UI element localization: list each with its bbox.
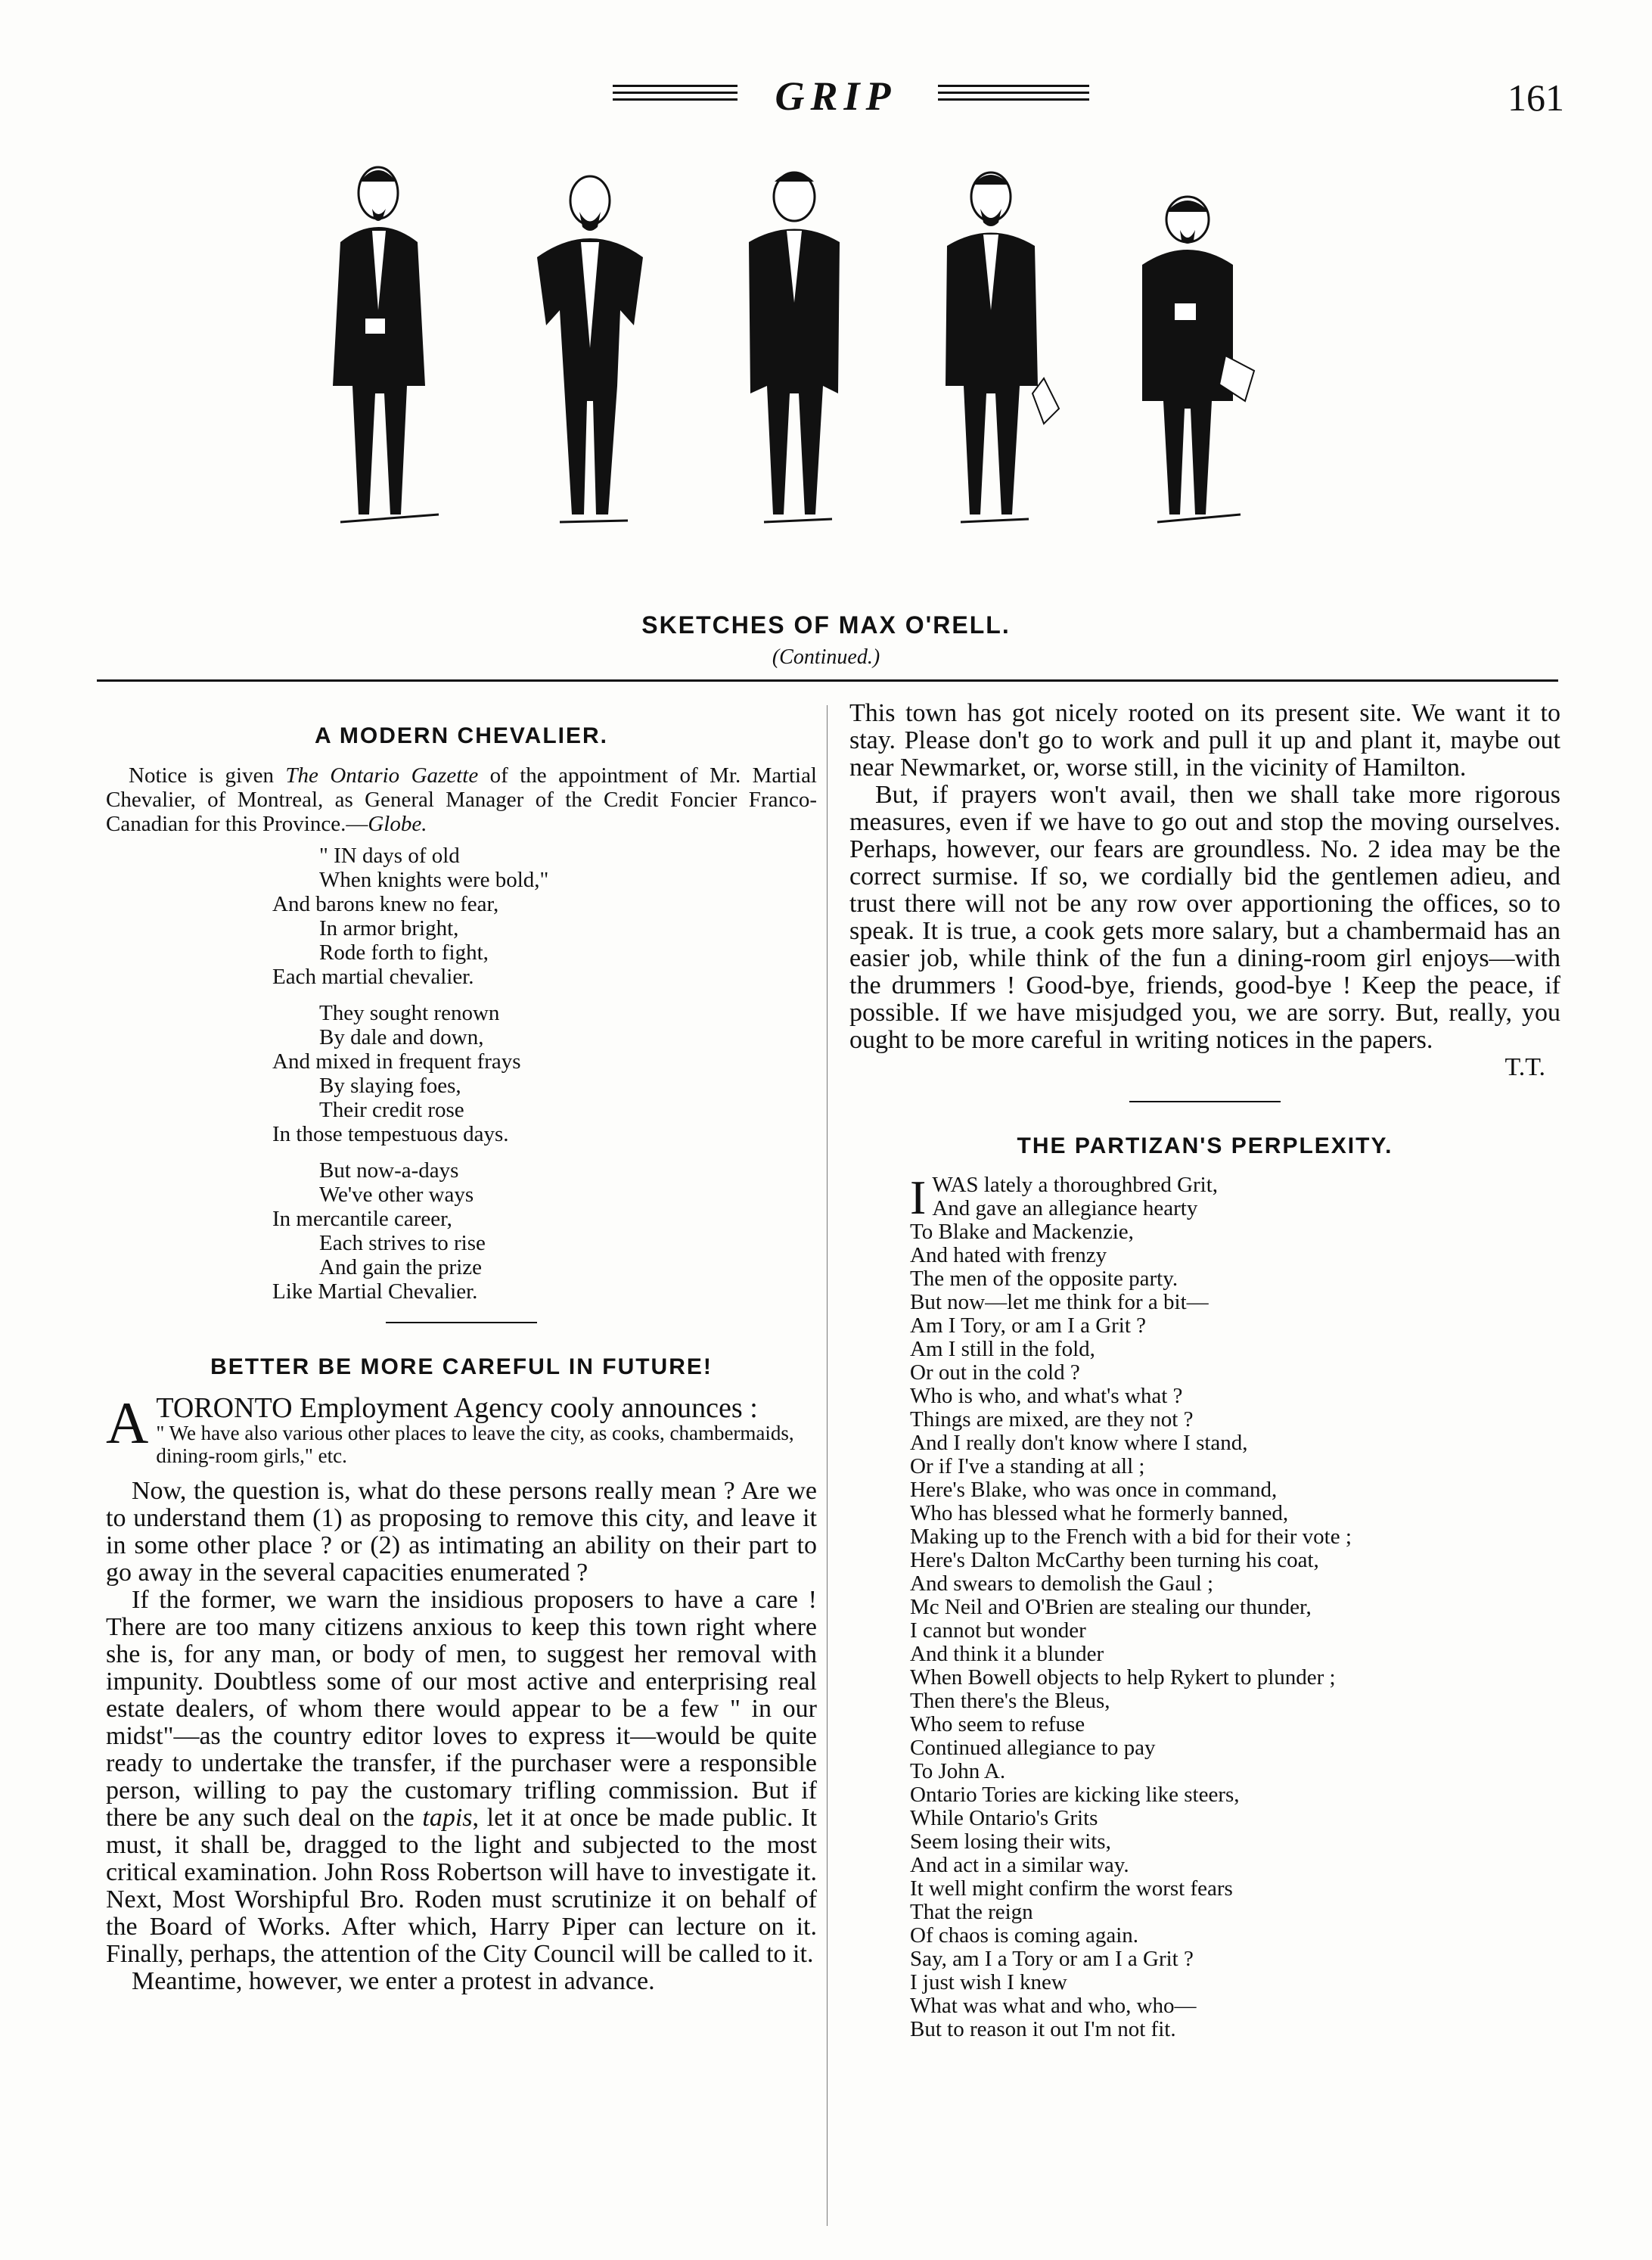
poem-line: Rode forth to fight, xyxy=(319,940,489,965)
verse-line: I cannot but wonder xyxy=(910,1618,1086,1643)
left-column xyxy=(106,700,817,1995)
cartoon-caption xyxy=(0,611,1652,670)
poem-line: In armor bright, xyxy=(319,916,459,940)
verse-line: Who has blessed what he formerly banned, xyxy=(910,1501,1289,1525)
chevalier-title: A MODERN CHEVALIER. xyxy=(314,723,608,748)
drop-cap: A xyxy=(106,1390,149,1456)
poem-line: Their credit rose xyxy=(319,1098,464,1122)
drop-cap: I xyxy=(910,1170,927,1224)
chevalier-note xyxy=(106,763,817,836)
verse-line: WAS lately a thoroughbred Grit, xyxy=(932,1173,1219,1197)
verse-line: Here's Blake, who was once in command, xyxy=(910,1478,1278,1502)
poem-line: In mercantile career, xyxy=(272,1207,452,1231)
verse-line: What was what and who, who— xyxy=(910,1994,1197,2018)
verse-line: That the reign xyxy=(910,1900,1033,1924)
poem-line: Each martial chevalier. xyxy=(272,965,474,989)
verse-line: And gave an allegiance hearty xyxy=(932,1196,1198,1220)
figure-4 xyxy=(946,173,1059,522)
poem-line: And barons knew no fear, xyxy=(272,892,499,916)
verse-line: Continued allegiance to pay xyxy=(910,1736,1156,1760)
poem-line: But now-a-days xyxy=(319,1158,459,1183)
partizan-title: THE PARTIZAN'S PERPLEXITY. xyxy=(1017,1133,1393,1158)
verse-line: Who is who, and what's what ? xyxy=(910,1384,1183,1408)
careful-quote: " We have also various other places to leave the city, as cooks, chambermaids, dining-room girls," etc. xyxy=(156,1422,794,1467)
chevalier-poem xyxy=(272,844,817,1304)
caption-subtitle: (Continued.) xyxy=(772,645,880,669)
careful-p2-text: If the former, we warn the insidious proposers to have a care ! There are too many citizens anxious to keep this town right where she is, for any man, or body of men, to suggest her removal with impunity. Doubtless some of our most active and enterprising real estate dealers, of whom there would appear to be a few " in our midst"—as the country editor loves to express it—would be quite ready to undertake the transfer, if the purchaser were a responsible person, willing to pay the customary trifling commission. But if there be any such deal on the xyxy=(106,1586,817,1832)
verse-line: Then there's the Bleus, xyxy=(910,1689,1110,1713)
verse-line: Ontario Tories are kicking like steers, xyxy=(910,1783,1240,1807)
poem-line: When knights were bold," xyxy=(319,868,549,892)
masthead-rule-right xyxy=(938,80,1089,107)
verse-line: Am I still in the fold, xyxy=(910,1337,1095,1361)
verse-line: While Ontario's Grits xyxy=(910,1806,1098,1830)
careful-cont-paragraph-2: But, if prayers won't avail, then we shall take more rigorous measures, even if we have to go out and stop the moving ourselves. Perhaps, however, our fears are groundless. No. 2 idea may be the correct surmise. If so, we cordially bid the gentlemen adieu, and trust there will not be any row over apportioning the offices, so to speak. It is true, a cook gets more salary, but a chambermaid has an easier job, while think of the fun a dining-room girl enjoys—with the drummers ! Good-bye, friends, good-bye ! Keep the peace, if possible. If we have misjudged you, we are sorry. But, really, you ought to be more careful in writing notices in the papers. xyxy=(849,781,1560,1054)
verse-line: Who seem to refuse xyxy=(910,1712,1085,1736)
careful-p2-italic: tapis xyxy=(422,1804,473,1832)
poem-line: They sought renown xyxy=(319,1001,500,1025)
masthead-rule-left xyxy=(613,80,738,107)
page-number: 161 xyxy=(1508,76,1564,119)
verse-line: Of chaos is coming again. xyxy=(910,1923,1139,1948)
cartoon-illustration xyxy=(280,159,1377,583)
verse-line: And swears to demolish the Gaul ; xyxy=(910,1571,1214,1596)
masthead xyxy=(0,73,1652,118)
verse-line: And hated with frenzy xyxy=(910,1243,1107,1267)
verse-line: Am I Tory, or am I a Grit ? xyxy=(910,1313,1147,1338)
poem-stanza-3 xyxy=(272,1158,817,1304)
poem-line: " IN days of old xyxy=(319,844,460,868)
verse-line: Or out in the cold ? xyxy=(910,1360,1080,1385)
figure-5 xyxy=(1142,197,1254,522)
figure-2 xyxy=(537,176,643,522)
chevalier-note-publication: The Ontario Gazette xyxy=(285,763,479,788)
poem-line: Each strives to rise xyxy=(319,1231,486,1255)
careful-paragraph-2 xyxy=(106,1587,817,1968)
verse-line: The men of the opposite party. xyxy=(910,1267,1178,1291)
careful-first-line: TORONTO Employment Agency cooly announces : xyxy=(156,1392,758,1424)
verse-line: Here's Dalton McCarthy been turning his coat, xyxy=(910,1548,1319,1572)
careful-continued xyxy=(849,700,1560,1081)
figure-1 xyxy=(333,167,439,522)
article-divider xyxy=(1129,1101,1281,1102)
careful-p2-text-2: , let it at once be made public. It must, it shall be, dragged to the light and subjected to the most critical examination. John Ross Robertson will have to investigate it. Next, Most Worshipful Bro. Roden must scrutinize it on behalf of the Board of Works. After which, Harry Piper can lecture on it. Finally, perhaps, the attention of the City Council will be called to it. xyxy=(106,1804,817,1968)
chevalier-note-source: Globe. xyxy=(368,812,427,836)
figure-3 xyxy=(749,173,840,523)
verse-line: Making up to the French with a bid for their vote ; xyxy=(910,1525,1352,1549)
poem-line: And gain the prize xyxy=(319,1255,483,1279)
verse-line: But to reason it out I'm not fit. xyxy=(910,2017,1176,2041)
verse-line: When Bowell objects to help Rykert to plunder ; xyxy=(910,1665,1336,1690)
verse-line: Mc Neil and O'Brien are stealing our thunder, xyxy=(910,1595,1312,1619)
verse-line: To Blake and Mackenzie, xyxy=(910,1220,1134,1244)
careful-title: BETTER BE MORE CAREFUL IN FUTURE! xyxy=(210,1354,713,1379)
verse-line: Or if I've a standing at all ; xyxy=(910,1454,1145,1478)
signature: T.T. xyxy=(1504,1053,1545,1081)
masthead-title: GRIP xyxy=(775,73,897,119)
section-rule xyxy=(97,679,1558,682)
careful-paragraph-3: Meantime, however, we enter a protest in advance. xyxy=(132,1967,655,1995)
careful-article xyxy=(106,1390,817,1995)
verse-line: Things are mixed, are they not ? xyxy=(910,1407,1194,1432)
chevalier-note-text-2: of the appointment of Mr. Martial Chevalier, of Montreal, as General Manager of the Credit Foncier Franco-Canadian for this Province.— xyxy=(106,763,817,836)
careful-cont-paragraph-1: This town has got nicely rooted on its present site. We want it to stay. Please don't go to work and pull it up and plant it, maybe out near Newmarket, or, worse still, in the vicinity of Hamilton. xyxy=(849,699,1560,782)
verse-line: And act in a similar way. xyxy=(910,1853,1129,1877)
poem-stanza-2 xyxy=(272,1001,817,1146)
verse-line: But now—let me think for a bit— xyxy=(910,1290,1209,1314)
verse-line: It well might confirm the worst fears xyxy=(910,1876,1233,1901)
column-divider xyxy=(827,705,828,2226)
verse-line: And I really don't know where I stand, xyxy=(910,1431,1248,1455)
caption-title: SKETCHES OF MAX O'RELL. xyxy=(641,611,1011,639)
poem-line: And mixed in frequent frays xyxy=(272,1049,521,1074)
verse-line: Seem losing their wits, xyxy=(910,1829,1111,1854)
verse-line: Say, am I a Tory or am I a Grit ? xyxy=(910,1947,1194,1971)
poem-line: By dale and down, xyxy=(319,1025,484,1049)
poem-line: By slaying foes, xyxy=(319,1074,461,1098)
careful-paragraph-1: Now, the question is, what do these persons really mean ? Are we to understand them (1) as proposing to remove this city, and leave it in some other place ? or (2) as intimating an ability on their part to go away in the several capacities enumerated ? xyxy=(106,1477,817,1587)
article-divider xyxy=(386,1322,537,1323)
verse-line: I just wish I knew xyxy=(910,1970,1067,1994)
partizan-poem xyxy=(910,1170,1560,2041)
chevalier-note-text: Notice is given xyxy=(129,763,286,788)
verse-line: To John A. xyxy=(910,1759,1006,1783)
poem-line: We've other ways xyxy=(319,1183,474,1207)
careful-lead xyxy=(106,1390,817,1467)
right-column xyxy=(849,700,1560,2041)
verse-line: And think it a blunder xyxy=(910,1642,1104,1666)
poem-stanza-1 xyxy=(272,844,817,989)
poem-line: Like Martial Chevalier. xyxy=(272,1279,478,1304)
poem-line: In those tempestuous days. xyxy=(272,1122,509,1146)
